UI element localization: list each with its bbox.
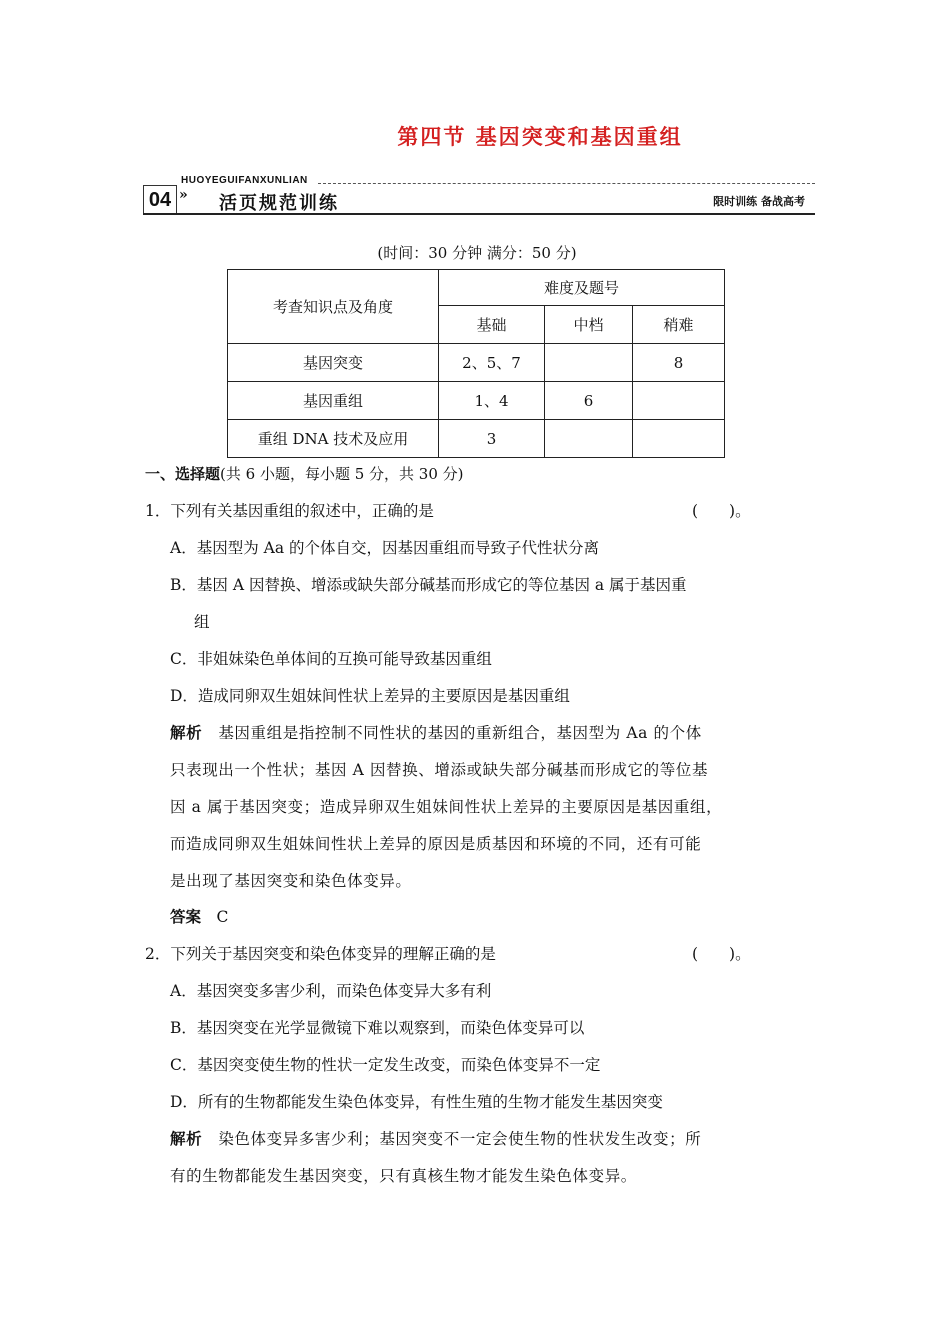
- option-d: D．所有的生物都能发生染色体变异，有性生殖的生物才能发生基因突变: [170, 1093, 663, 1111]
- table-cell: 3: [439, 420, 545, 458]
- section-heading: [145, 463, 464, 484]
- table-cell: 2、5、7: [439, 344, 545, 382]
- banner-right-text: 限时训练 备战高考: [713, 195, 805, 208]
- banner-pinyin: HUOYEGUIFANXUNLIAN: [181, 175, 308, 186]
- table-header-topic: 考查知识点及角度: [228, 270, 439, 344]
- option-d: D．造成同卵双生姐妹间性状上差异的主要原因是基因重组: [170, 687, 570, 705]
- option-c: C．非姐妹染色单体间的互换可能导致基因重组: [170, 650, 492, 668]
- answer-blank: ( )。: [692, 945, 751, 963]
- answer-blank: ( )。: [692, 502, 751, 520]
- question-stem: 2．下列关于基因突变和染色体变异的理解正确的是: [145, 945, 496, 963]
- table-subheader-hard: 稍难: [633, 306, 725, 344]
- option-a: A．基因突变多害少利，而染色体变异大多有利: [170, 982, 492, 1000]
- analysis-line: 有的生物都能发生基因突变，只有真核生物才能发生染色体变异。: [170, 1167, 637, 1185]
- analysis-line: [170, 721, 702, 743]
- section-note: (共 6 小题，每小题 5 分，共 30 分): [220, 465, 464, 483]
- option-b: B．基因 A 因替换、增添或缺失部分碱基而形成它的等位基因 a 属于基因重: [170, 576, 687, 594]
- answer-label: 答案: [170, 907, 202, 926]
- table-cell: 重组 DNA 技术及应用: [228, 420, 439, 458]
- knowledge-table: [227, 269, 725, 458]
- table-cell: [545, 420, 633, 458]
- table-cell: [545, 344, 633, 382]
- table-cell: 基因重组: [228, 382, 439, 420]
- table-row: [228, 344, 725, 382]
- table-cell: 6: [545, 382, 633, 420]
- double-chevron-icon: »: [179, 187, 188, 203]
- table-cell: [633, 382, 725, 420]
- section-title: 一、选择题: [145, 465, 221, 483]
- banner-dotted-line: [318, 183, 815, 184]
- banner-number: 04: [143, 185, 177, 215]
- table-subheader-basic: 基础: [439, 306, 545, 344]
- table-subheader-mid: 中档: [545, 306, 633, 344]
- page-title: 第四节 基因突变和基因重组: [397, 124, 683, 149]
- option-a: A．基因型为 Aa 的个体自交，因基因重组而导致子代性状分离: [170, 539, 599, 557]
- table-cell: 基因突变: [228, 344, 439, 382]
- table-row: [228, 420, 725, 458]
- option-b: B．基因突变在光学显微镜下难以观察到，而染色体变异可以: [170, 1019, 585, 1037]
- analysis-text: 染色体变异多害少利；基因突变不一定会使生物的性状发生改变；所: [218, 1130, 702, 1148]
- table-row: [228, 382, 725, 420]
- section-banner: [143, 175, 815, 215]
- answer-line: [170, 905, 228, 927]
- question-stem: 1．下列有关基因重组的叙述中，正确的是: [145, 502, 434, 520]
- analysis-line: [170, 1127, 701, 1149]
- analysis-text: 基因重组是指控制不同性状的基因的重新组合，基因型为 Aa 的个体: [218, 724, 702, 742]
- option-c: C．基因突变使生物的性状一定发生改变，而染色体变异不一定: [170, 1056, 601, 1074]
- banner-label: 活页规范训练: [219, 193, 339, 214]
- analysis-line: 是出现了基因突变和染色体变异。: [170, 872, 412, 890]
- table-cell: 8: [633, 344, 725, 382]
- analysis-label: 解析: [170, 1129, 203, 1148]
- answer-value: C: [216, 908, 229, 926]
- analysis-line: 因 a 属于基因突变；造成异卵双生姐妹间性状上差异的主要原因是基因重组，: [170, 798, 723, 816]
- banner-rule: [143, 213, 815, 215]
- analysis-label: 解析: [170, 723, 203, 742]
- table-cell: 1、4: [439, 382, 545, 420]
- table-cell: [633, 420, 725, 458]
- analysis-line: 只表现出一个性状；基因 A 因替换、增添或缺失部分碱基而形成它的等位基: [170, 761, 709, 779]
- option-b-cont: 组: [194, 613, 210, 631]
- analysis-line: 而造成同卵双生姐妹间性状上差异的原因是质基因和环境的不同，还有可能: [170, 835, 702, 853]
- table-header-difficulty: 难度及题号: [439, 270, 725, 306]
- time-limit: (时间：30 分钟 满分：50 分): [377, 244, 577, 262]
